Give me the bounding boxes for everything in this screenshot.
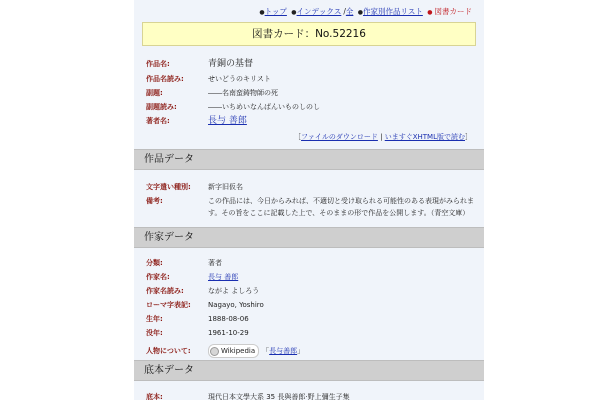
card-title-bar: [142, 22, 476, 46]
author-link[interactable]: 長与 善郎: [208, 273, 239, 281]
subtitle-label: 副題:: [146, 89, 163, 97]
charset-value: 新字旧仮名: [208, 183, 243, 191]
bracket-close: ］: [465, 133, 472, 141]
wikipedia-author-link[interactable]: 長与善郎: [269, 347, 298, 355]
author-name-value: [208, 114, 247, 128]
bullet-icon: ●: [357, 9, 363, 16]
birth-year-label: 生年:: [146, 315, 163, 323]
category-label: 分類:: [146, 259, 163, 267]
work-data-heading: 作品データ: [134, 149, 484, 170]
quote-open: 「: [262, 347, 270, 355]
subtitle-value: ――名南蛮鋳物師の死: [208, 89, 278, 97]
wikipedia-badge[interactable]: [208, 344, 259, 358]
bullet-icon: ●: [291, 9, 297, 16]
romaji-label: ローマ字表記:: [146, 301, 191, 309]
nav-link-top[interactable]: トップ: [264, 7, 287, 16]
about-person-value: [208, 342, 304, 360]
work-title-label: 作品名:: [146, 60, 170, 68]
link-separator: |: [377, 133, 385, 141]
read-xhtml-link[interactable]: いますぐXHTML版で読む: [384, 133, 465, 141]
note-label: 備考:: [146, 197, 163, 205]
card-title: 図書カード：No.52216: [252, 28, 366, 40]
author-reading-value: ながよ よしろう: [208, 287, 260, 295]
charset-label: 文字遣い種別:: [146, 183, 191, 191]
romaji-value: Nagayo, Yoshiro: [208, 301, 264, 309]
wikipedia-label: Wikipedia: [221, 347, 256, 355]
source-value: 現代日本文學大系 35 長與善郎·野上彌生子集: [208, 393, 350, 400]
work-title-value: 青銅の基督: [208, 59, 254, 69]
breadcrumb-nav: [257, 6, 472, 17]
work-reading-value: せいどうのキリスト: [208, 75, 271, 83]
source-data-heading: 底本データ: [134, 360, 484, 381]
bullet-icon: ●: [259, 9, 265, 16]
work-reading-label: 作品名読み:: [146, 75, 184, 83]
author-label: 作家名:: [146, 273, 170, 281]
quote-close: 」: [297, 347, 305, 355]
author-reading-label: 作家名読み:: [146, 287, 184, 295]
bracket-open: ［: [294, 133, 302, 141]
bullet-icon: ●: [427, 9, 433, 16]
category-value: 著者: [208, 259, 222, 267]
birth-year-value: 1888-08-06: [208, 315, 249, 323]
nav-link-all[interactable]: 全: [345, 7, 354, 16]
author-name-link[interactable]: 長与 善郎: [208, 116, 247, 126]
author-data-heading: 作家データ: [134, 227, 484, 248]
subtitle-reading-label: 副題読み:: [146, 103, 177, 111]
death-year-label: 没年:: [146, 329, 163, 337]
library-card-page: [134, 0, 484, 400]
note-value: この作品には、今日からみれば、不適切と受け取られる可能性のある表現がみられます。その旨をここに記載した上で、そのままの形で作品を公開します。（青空文庫）: [208, 197, 474, 217]
download-links: [294, 132, 472, 142]
nav-link-index[interactable]: インデックス: [296, 7, 342, 16]
nav-link-author-works[interactable]: 作家別作品リスト: [363, 7, 423, 16]
file-download-link[interactable]: ファイルのダウンロード: [301, 133, 378, 141]
author-value: [208, 270, 238, 284]
author-name-label: 著者名:: [146, 117, 170, 125]
about-person-label: 人物について:: [146, 347, 191, 355]
death-year-value: 1961-10-29: [208, 329, 249, 337]
nav-separator: /: [343, 7, 346, 16]
source-label: 底本:: [146, 393, 163, 400]
nav-current-library-card: 図書カード: [434, 7, 472, 16]
wikipedia-globe-icon: [210, 347, 219, 356]
subtitle-reading-value: ――いちめいなんばんいものしのし: [208, 103, 320, 111]
